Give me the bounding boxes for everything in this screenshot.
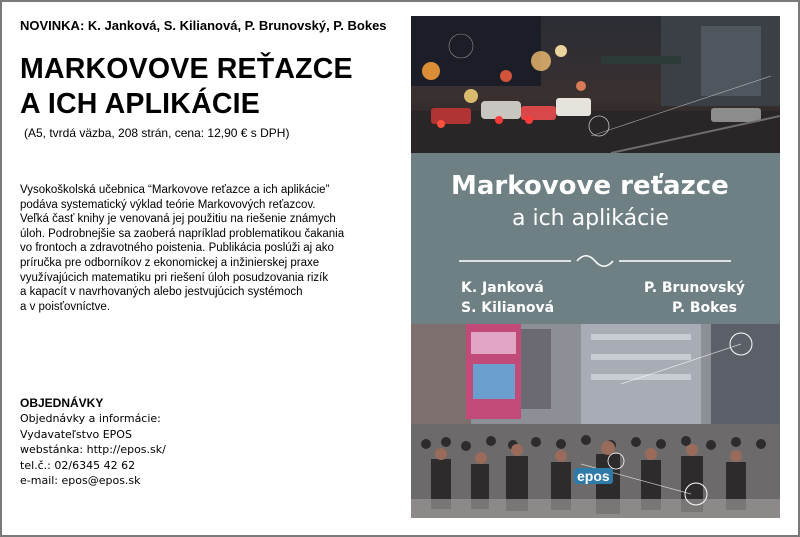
description bbox=[20, 183, 380, 314]
description-line: úloh. Podrobnejšie sa zaoberá napríklad problematikou čakania bbox=[20, 227, 345, 240]
book-cover bbox=[411, 16, 780, 518]
orders-heading: OBJEDNÁVKY bbox=[20, 396, 104, 410]
description-line: a v poisťovníctve. bbox=[20, 300, 110, 313]
orders-line[interactable]: e-mail: epos@epos.sk bbox=[20, 474, 141, 488]
cover-photo-street bbox=[411, 16, 780, 153]
orders-line: Vydavateľstvo EPOS bbox=[20, 427, 132, 441]
orders-line[interactable]: webstánka: http://epos.sk/ bbox=[20, 443, 166, 457]
description-line: Veľká časť knihy je venovaná jej použitiu na riešenie známych bbox=[20, 213, 336, 226]
orders-info bbox=[20, 411, 166, 489]
orders-line: tel.č.: 02/6345 42 62 bbox=[20, 458, 136, 472]
cover-author: S. Kilianová bbox=[461, 300, 555, 316]
description-line: a kapacít v navrhovaných alebo jestvujúcich systémoch bbox=[20, 286, 303, 299]
page-title-line1: MARKOVOVE REŤAZCE bbox=[20, 53, 353, 85]
ornament-divider bbox=[459, 254, 731, 268]
cover-title-line2: a ich aplikácie bbox=[512, 206, 669, 231]
description-line: vo frontoch a zdravotného poistenia. Publikácia poslúži aj ako bbox=[20, 242, 334, 255]
description-line: podáva systematický výklad teórie Markovových reťazcov. bbox=[20, 198, 316, 211]
cover-author: P. Bokes bbox=[672, 300, 737, 316]
epos-logo: epos bbox=[574, 468, 613, 484]
novinka-line: NOVINKA: K. Janková, S. Kilianová, P. Brunovský, P. Bokes bbox=[20, 18, 387, 33]
cover-title-line1: Markovove reťazce bbox=[451, 171, 729, 201]
cover-author: K. Janková bbox=[461, 280, 544, 296]
page-title-line2: A ICH APLIKÁCIE bbox=[20, 88, 260, 120]
orders-line: Objednávky a informácie: bbox=[20, 412, 161, 425]
description-line: využívajúcich matematiku pri riešení úloh posudzovania rizík bbox=[20, 271, 329, 284]
cover-author: P. Brunovský bbox=[644, 280, 745, 296]
book-specs: (A5, tvrdá väzba, 208 strán, cena: 12,90 € s DPH) bbox=[24, 126, 290, 140]
cover-photo-crowd bbox=[411, 324, 780, 518]
description-line: Vysokoškolská učebnica “Markovove reťazce a ich aplikácie” bbox=[20, 184, 330, 196]
description-line: príručka pre odborníkov z ekonomickej a inžinierskej praxe bbox=[20, 256, 320, 269]
